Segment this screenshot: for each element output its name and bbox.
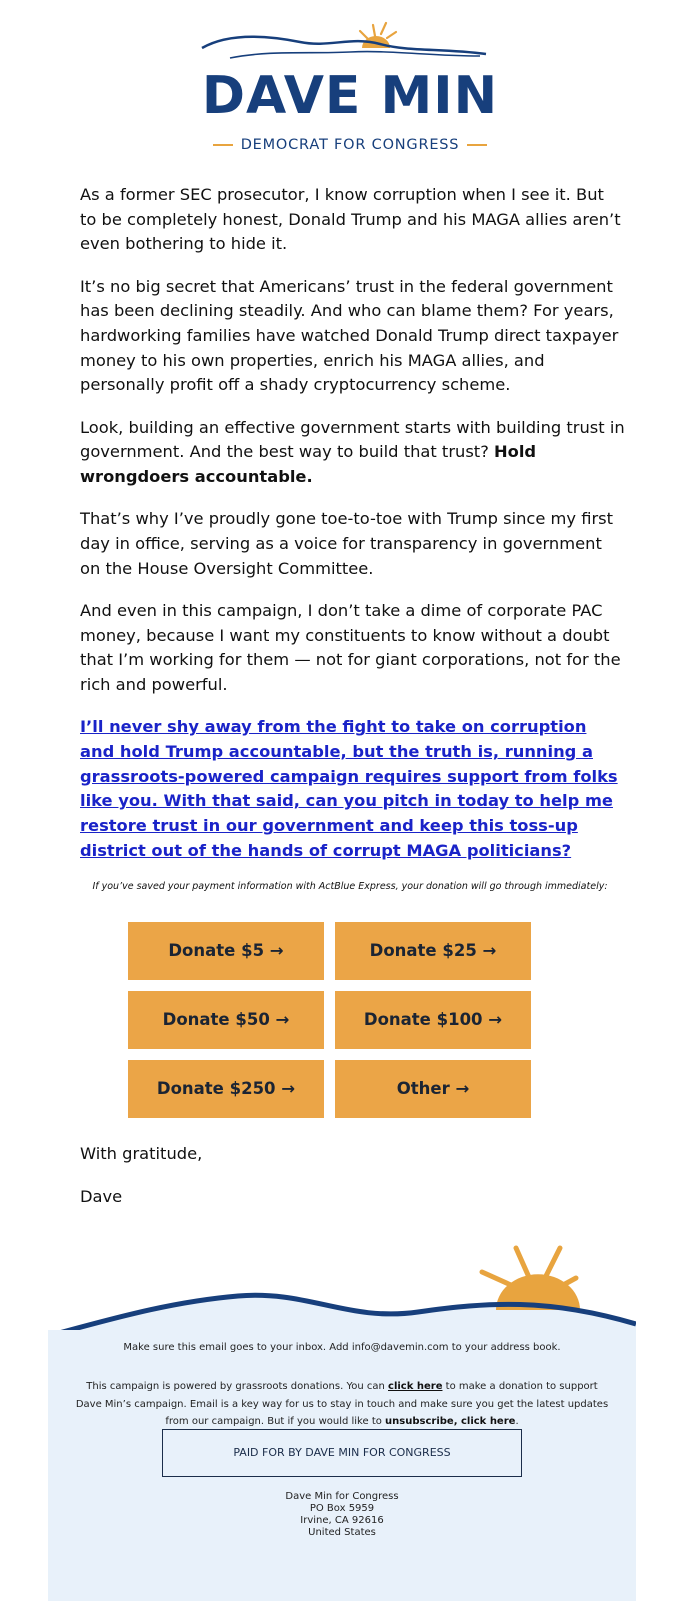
footer-wave-sun-icon xyxy=(48,1240,636,1340)
signoff: With gratitude, xyxy=(80,1144,203,1163)
campaign-logo xyxy=(190,18,510,153)
donate-other-button[interactable]: Other → xyxy=(335,1060,531,1118)
inbox-note: Make sure this email goes to your inbox. Add info@davemin.com to your address book. xyxy=(123,1342,561,1353)
donate-25-button[interactable]: Donate $25 → xyxy=(335,922,531,980)
footer-text-b: to make a donation to support Dave Min’s campaign. Email is a key way for us to stay in touch and make sure you get the latest updates from our campaign. But if you would like to xyxy=(75,1381,609,1427)
footer-text-a: This campaign is powered by grassroots donations. You can xyxy=(86,1381,389,1392)
paragraph-1: As a former SEC prosecutor, I know corruption when I see it. But to be completely honest, Donald Trump and his MAGA allies aren’t even bothering to hide it. xyxy=(80,185,621,254)
paragraph-5: And even in this campaign, I don’t take a dime of corporate PAC money, because I want my constituents to know without a doubt that I’m working for them — not for giant corporations, not for the rich and powerful. xyxy=(80,600,621,694)
paid-for-box: PAID FOR BY DAVE MIN FOR CONGRESS xyxy=(162,1429,522,1477)
signature: Dave xyxy=(80,1187,123,1206)
paragraph-3 xyxy=(80,416,625,490)
candidate-subtitle xyxy=(190,136,510,154)
actblue-note: If you’ve saved your payment information with ActBlue Express, your donation will go through immediately: xyxy=(92,881,608,892)
donate-100-button[interactable]: Donate $100 → xyxy=(335,991,531,1049)
paragraph-2: It’s no big secret that Americans’ trust in the federal government has been declining steadily. And who can blame them? For years, hardworking families have watched Donald Trump direct taxpayer money to his own properties, enrich his MAGA allies, and personally profit off a shady cryptocurrency scheme. xyxy=(80,276,619,395)
left-dash xyxy=(213,144,233,146)
address-line-2: PO Box 5959 xyxy=(309,1503,375,1514)
right-dash xyxy=(467,144,487,146)
email-footer xyxy=(48,1330,636,1601)
subtitle-text: DEMOCRAT FOR CONGRESS xyxy=(240,137,460,153)
donate-250-button[interactable]: Donate $250 → xyxy=(128,1060,324,1118)
paragraph-3-text: Look, building an effective government starts with building trust in government. And the best way to build that trust? xyxy=(80,417,625,462)
unsubscribe-link[interactable]: unsubscribe, click here xyxy=(385,1416,516,1427)
candidate-name: DAVE MIN xyxy=(201,66,499,126)
email-body xyxy=(80,183,625,863)
address-line-1: Dave Min for Congress xyxy=(285,1491,399,1502)
donate-5-button[interactable]: Donate $5 → xyxy=(128,922,324,980)
footer-text-c: . xyxy=(515,1416,519,1427)
mailing-address xyxy=(48,1491,636,1539)
donation-cta-link[interactable]: I’ll never shy away from the fight to take on corruption and hold Trump accountable, but the truth is, running a grassroots-powered campaign requires support from folks like you. With that said, can you pitch in today to help me restore trust in our government and keep this toss-up district out of the hands of corrupt MAGA politicians? xyxy=(80,717,618,860)
address-line-4: United States xyxy=(308,1527,376,1538)
paragraph-3-bold: Hold wrongdoers accountable. xyxy=(80,442,537,487)
address-line-3: Irvine, CA 92616 xyxy=(300,1515,384,1526)
footer-paragraph xyxy=(72,1378,612,1431)
click-here-donate-link[interactable]: click here xyxy=(388,1381,443,1392)
donate-50-button[interactable]: Donate $50 → xyxy=(128,991,324,1049)
paragraph-4: That’s why I’ve proudly gone toe-to-toe with Trump since my first day in office, serving as a voice for transparency in government on the House Oversight Committee. xyxy=(80,509,614,578)
